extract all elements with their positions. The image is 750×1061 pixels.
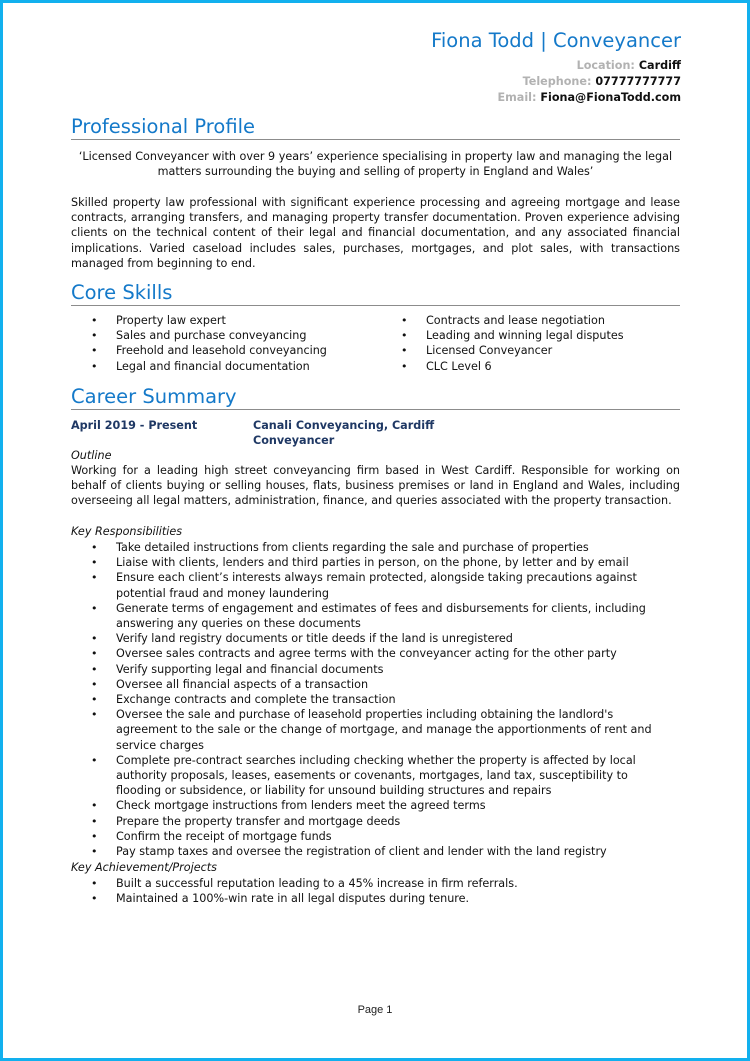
responsibility-item: • Confirm the receipt of mortgage funds	[71, 829, 671, 844]
responsibility-item: • Pay stamp taxes and oversee the registration of client and lender with the land registry	[71, 844, 671, 859]
achievements-list	[71, 876, 671, 906]
job-dates: April 2019 - Present	[71, 419, 198, 432]
skill-item: • Leading and winning legal disputes	[381, 328, 691, 343]
skill-item: • CLC Level 6	[381, 359, 691, 374]
resume-header	[181, 28, 681, 106]
responsibility-item: • Verify land registry documents or title deeds if the land is unregistered	[71, 631, 671, 646]
skill-item: • Freehold and leasehold conveyancing	[71, 343, 381, 358]
skill-item: • Property law expert	[71, 313, 381, 328]
profile-summary: Skilled property law professional with significant experience processing and agreeing mortgage and lease contracts, arranging transfers, and managing property transfer documentation. Proven experience advising clients on the technical content of their legal and financial documentation, and any associated financial implications. Varied caseload includes sales, purchases, mortgages, and plot sales, with transactions managed from beginning to end.	[71, 196, 680, 270]
responsibility-item: • Prepare the property transfer and mortgage deeds	[71, 814, 671, 829]
achievement-item: • Maintained a 100%-win rate in all legal disputes during tenure.	[71, 891, 671, 906]
contact-label: Telephone:	[522, 75, 592, 88]
section-title-career: Career Summary	[71, 386, 680, 410]
job-header	[71, 418, 680, 448]
contact-value: 07777777777	[595, 75, 681, 88]
responsibility-item: • Generate terms of engagement and estimates of fees and disbursements for clients, including answering any queries on these documents	[71, 601, 671, 631]
section-title-profile: Professional Profile	[71, 116, 680, 140]
contact-label: Email:	[497, 91, 537, 104]
job-company: Canali Conveyancing, Cardiff	[253, 419, 435, 432]
responsibilities-list	[71, 540, 671, 859]
responsibility-item: • Ensure each client’s interests always remain protected, alongside taking precautions against potential fraud and money laundering	[71, 570, 671, 600]
skills-column-right	[381, 313, 691, 374]
job-employer	[253, 418, 434, 448]
responsibility-item: • Liaise with clients, lenders and third parties in person, on the phone, by letter and by email	[71, 555, 671, 570]
skill-item: • Legal and financial documentation	[71, 359, 381, 374]
achievements-label: Key Achievement/Projects	[71, 861, 217, 874]
responsibility-item: • Oversee all financial aspects of a transaction	[71, 677, 671, 692]
contact-email	[181, 90, 681, 106]
achievement-item: • Built a successful reputation leading to a 45% increase in firm referrals.	[71, 876, 671, 891]
job-outline: Working for a leading high street conveyancing firm based in West Cardiff. Responsible for working on behalf of clients buying or selling houses, flats, business premises or land in England and Wales, including overseeing all legal matters, administration, finance, and queries associated with the property transaction.	[71, 464, 680, 508]
responsibility-item: • Verify supporting legal and financial documents	[71, 662, 671, 677]
skill-item: • Sales and purchase conveyancing	[71, 328, 381, 343]
job-role: Conveyancer	[253, 434, 335, 448]
responsibility-item: • Take detailed instructions from clients regarding the sale and purchase of properties	[71, 540, 671, 555]
responsibility-item: • Oversee sales contracts and agree terms with the conveyancer acting for the other party	[71, 646, 671, 661]
contact-telephone	[181, 74, 681, 90]
contact-value: Cardiff	[638, 59, 681, 72]
responsibilities-label: Key Responsibilities	[71, 525, 183, 538]
skills-column-left	[71, 313, 381, 374]
skill-item: • Contracts and lease negotiation	[381, 313, 691, 328]
skills-list	[71, 313, 691, 374]
contact-value: Fiona@FionaTodd.com	[540, 91, 681, 104]
responsibility-item: • Oversee the sale and purchase of leasehold properties including obtaining the landlord's agreement to the sale or the change of mortgage, and manage the apportionments of rent and service charges	[71, 707, 671, 753]
profile-quote: ‘Licensed Conveyancer with over 9 years’ experience specialising in property law and managing the legal matters surrounding the buying and selling of property in England and Wales’	[78, 150, 673, 179]
responsibility-item: • Complete pre-contract searches including checking whether the property is affected by local authority proposals, leases, easements or covenants, mortgages, land tax, susceptibility to flooding or subsidence, or liability for unsound building structures and repairs	[71, 753, 671, 799]
outline-label: Outline	[71, 449, 112, 462]
page-number: Page 1	[357, 1004, 393, 1016]
skill-item: • Licensed Conveyancer	[381, 343, 691, 358]
contact-location	[181, 58, 681, 74]
responsibility-item: • Check mortgage instructions from lenders meet the agreed terms	[71, 798, 671, 813]
section-title-skills: Core Skills	[71, 282, 680, 306]
responsibility-item: • Exchange contracts and complete the transaction	[71, 692, 671, 707]
name-title: Fiona Todd | Conveyancer	[431, 29, 681, 52]
contact-label: Location:	[576, 59, 635, 72]
